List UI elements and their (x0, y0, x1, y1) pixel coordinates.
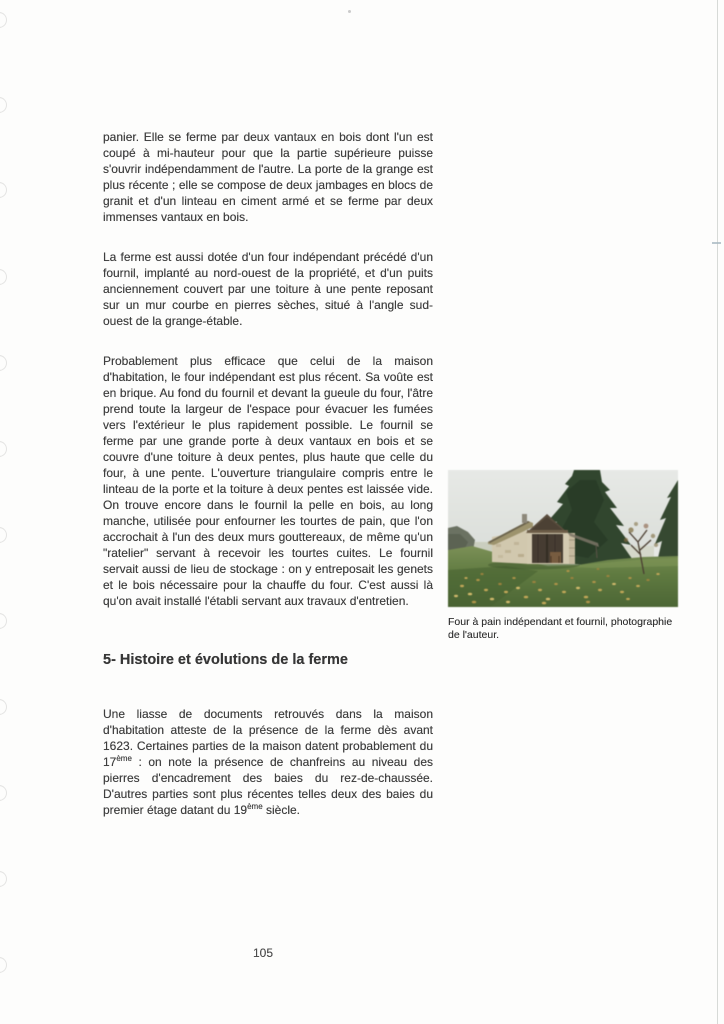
paragraph-2: La ferme est aussi dotée d'un four indépendant précédé d'un fournil, implanté au nord-ouest de la propriété, et d'un puits anciennement couvert par une toiture à une pente reposant sur un mur courbe en pierres sèches, situé à l'angle sud-ouest de la grange-étable. (103, 250, 433, 328)
section-heading: 5- Histoire et évolutions de la ferme (103, 652, 348, 668)
paragraph-4 (103, 706, 433, 818)
punch-hole-icon (0, 699, 7, 715)
paragraph-4-part3: siècle. (262, 803, 301, 817)
punch-hole-icon (0, 785, 7, 801)
text-column (103, 129, 433, 842)
punch-hole-icon (0, 871, 7, 887)
scan-edge-line (717, 0, 718, 1024)
page-number: 105 (252, 946, 274, 960)
punch-hole-icon (0, 182, 7, 198)
bread-oven-photo (448, 470, 678, 607)
punch-hole-icon (0, 269, 7, 285)
superscript-eme: ème (247, 802, 263, 811)
punch-hole-icon (0, 12, 7, 28)
punch-hole-icon (0, 613, 7, 629)
figure-caption: Four à pain indépendant et fournil, photographie de l'auteur. (448, 616, 673, 641)
paragraph-1: panier. Elle se ferme par deux vantaux en bois dont l'un est coupé à mi-hauteur pour que la partie supérieure puisse s'ouvrir indépendamment de l'autre. La porte de la grange est plus récente ; elle se compose de deux jambages en blocs de granit et d'un linteau en ciment armé et se ferme par deux immenses vantaux en bois. (103, 130, 433, 224)
punch-hole-icon (0, 957, 7, 973)
scan-speck (348, 10, 351, 13)
paragraph-4-part2: : on note la présence de chanfreins au niveau des pierres d'encadrement des baies du rez-de-chaussée. D'autres parties sont plus récentes telles deux des baies du premier étage datant du 19 (103, 755, 433, 817)
paragraph-4-part1: Une liasse de documents retrouvés dans la maison d'habitation atteste de la présence de la ferme dès avant 1623. Certaines parties de la maison datent probablement du 17 (103, 707, 433, 769)
punch-hole-icon (0, 441, 7, 457)
punch-hole-icon (0, 355, 7, 371)
punch-hole-icon (0, 527, 7, 543)
punch-hole-icon (0, 97, 7, 113)
figure-bread-oven (448, 470, 680, 642)
superscript-eme: ème (116, 754, 132, 763)
paragraph-3: Probablement plus efficace que celui de la maison d'habitation, le four indépendant est plus récent. Sa voûte est en brique. Au fond du fournil et devant la gueule du four, l'âtre prend toute la largeur de l'espace pour évacuer les fumées vers l'extérieur le plus rapidement possible. Le fournil se ferme par une grande porte à deux vantaux en bois et se couvre d'une toiture à deux pentes, plus haute que celle du four, à une pente. L'ouverture triangulaire compris entre le linteau de la porte et la toiture à deux pentes est laissée vide. On trouve encore dans le fournil la pelle en bois, au long manche, utilisée pour enfourner les tourtes de pain, que l'on accrochait à l'un des deux murs gouttereaux, de même qu'un "ratelier" servant à recevoir les tourtes cuites. Le fournil servait aussi de lieu de stockage : on y entreposait les genets et le bois nécessaire pour la chauffe du four. C'est aussi là qu'on avait installé l'établi servant aux travaux d'entretien. (103, 354, 433, 608)
scan-tick-mark (712, 242, 721, 244)
